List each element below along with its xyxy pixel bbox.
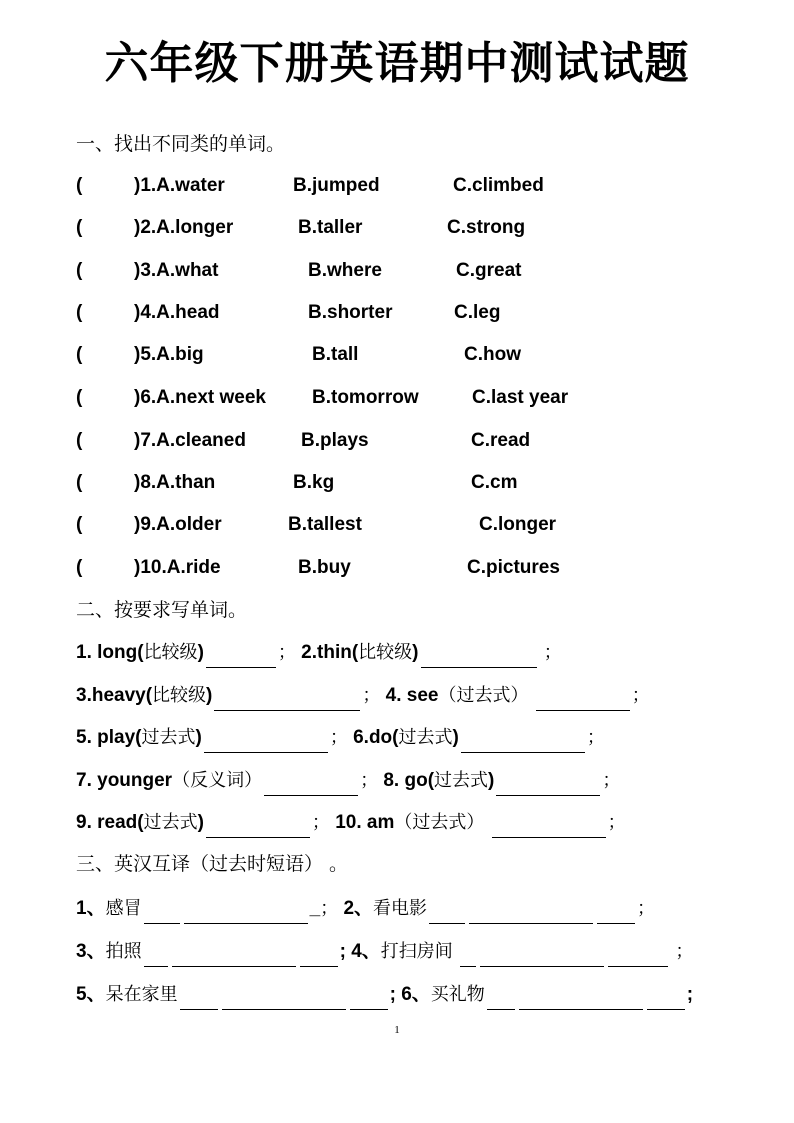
- question-row-6: [76, 385, 736, 411]
- option-c: C.last year: [472, 387, 569, 408]
- separator: ；: [631, 685, 650, 706]
- phrase-prompt: 看电影: [373, 898, 428, 919]
- word-hint: 比较级: [152, 685, 207, 706]
- answer-paren: (: [76, 344, 83, 365]
- phrase-prompt: 感冒: [105, 898, 142, 919]
- translate-row-1: [76, 894, 655, 924]
- option-c: C.cm: [471, 472, 518, 493]
- answer-blank[interactable]: [350, 987, 388, 1010]
- separator: ；: [543, 642, 562, 663]
- section2-heading: 二、按要求写单词。: [76, 599, 248, 621]
- separator: ;: [389, 984, 396, 1005]
- question-row-7: [76, 428, 736, 454]
- word-paren: ): [197, 812, 204, 833]
- word-prompt: 7. younger: [76, 770, 173, 791]
- word-prompt: 1. long(: [76, 642, 144, 663]
- answer-paren: (: [76, 260, 83, 281]
- answer-blank[interactable]: [461, 730, 585, 753]
- separator: ；: [320, 898, 339, 919]
- item-number: 3、: [76, 941, 106, 962]
- phrase-prompt: 呆在家里: [105, 984, 178, 1005]
- option-a: )2.A.longer: [134, 217, 234, 238]
- separator: ；: [607, 812, 626, 833]
- question-row-1: [76, 173, 736, 199]
- answer-paren: (: [76, 302, 83, 323]
- separator: ；: [637, 898, 656, 919]
- answer-blank[interactable]: [184, 901, 308, 924]
- translate-row-3: [76, 980, 693, 1010]
- answer-blank[interactable]: [180, 987, 218, 1010]
- question-row-10: [76, 555, 736, 581]
- answer-paren: (: [76, 387, 83, 408]
- word-paren: ): [195, 727, 202, 748]
- answer-paren: (: [76, 430, 83, 451]
- answer-paren: (: [76, 557, 83, 578]
- word-hint: 过去式: [398, 727, 453, 748]
- underscore: _: [309, 898, 321, 919]
- word-paren: ): [197, 642, 204, 663]
- page-title: 六年级下册英语期中测试试题: [104, 38, 690, 89]
- answer-blank[interactable]: [429, 901, 465, 924]
- separator: ;: [686, 984, 694, 1005]
- word-paren: ): [452, 727, 459, 748]
- answer-blank[interactable]: [487, 987, 515, 1010]
- separator: ;: [339, 941, 346, 962]
- answer-blank[interactable]: [144, 901, 180, 924]
- answer-blank[interactable]: [214, 688, 360, 711]
- word-paren: ): [206, 685, 213, 706]
- phrase-prompt: 拍照: [105, 941, 142, 962]
- fill-row-3: [76, 723, 605, 753]
- option-c: C.pictures: [467, 557, 560, 578]
- word-prompt: 2.thin(: [301, 642, 359, 663]
- option-a: )1.A.water: [134, 175, 225, 196]
- separator: ；: [277, 642, 296, 663]
- word-hint: （过去式）: [438, 685, 529, 706]
- word-prompt: 4. see: [385, 685, 439, 706]
- answer-paren: (: [76, 472, 83, 493]
- phrase-prompt: 打扫房间: [380, 941, 453, 962]
- answer-blank[interactable]: [172, 944, 296, 967]
- word-paren: ): [488, 770, 495, 791]
- option-b: B.plays: [301, 430, 369, 451]
- item-number: 2、: [343, 898, 374, 919]
- answer-blank[interactable]: [222, 987, 346, 1010]
- word-hint: 比较级: [143, 642, 198, 663]
- option-b: B.where: [308, 260, 382, 281]
- phrase-prompt: 买礼物: [430, 984, 485, 1005]
- option-c: C.read: [471, 430, 531, 451]
- separator: ；: [329, 727, 348, 748]
- separator: ；: [586, 727, 605, 748]
- fill-row-1: [76, 638, 562, 668]
- answer-blank[interactable]: [460, 944, 476, 967]
- word-prompt: 6.do(: [353, 727, 399, 748]
- answer-blank[interactable]: [480, 944, 604, 967]
- answer-blank[interactable]: [204, 730, 328, 753]
- option-a: )8.A.than: [134, 472, 216, 493]
- item-number: 1、: [76, 898, 106, 919]
- fill-row-2: [76, 681, 650, 711]
- answer-blank[interactable]: [647, 987, 685, 1010]
- question-row-2: [76, 215, 736, 241]
- option-b: B.taller: [298, 217, 363, 238]
- option-a: )10.A.ride: [134, 557, 221, 578]
- separator: ；: [360, 770, 379, 791]
- word-paren: ): [412, 642, 419, 663]
- word-prompt: 10. am: [335, 812, 395, 833]
- fill-row-5: [76, 808, 626, 838]
- word-hint: 过去式: [143, 812, 198, 833]
- answer-blank[interactable]: [597, 901, 635, 924]
- option-b: B.tall: [312, 344, 359, 365]
- option-b: B.buy: [298, 557, 351, 578]
- answer-blank[interactable]: [264, 773, 358, 796]
- word-hint: 过去式: [141, 727, 196, 748]
- answer-paren: (: [76, 175, 83, 196]
- answer-blank[interactable]: [206, 815, 310, 838]
- separator: ；: [362, 685, 381, 706]
- option-a: )3.A.what: [134, 260, 219, 281]
- option-c: C.how: [464, 344, 521, 365]
- answer-blank[interactable]: [496, 773, 600, 796]
- word-hint: （反义词）: [172, 770, 263, 791]
- option-c: C.strong: [447, 217, 526, 238]
- question-row-9: [76, 512, 736, 538]
- answer-blank[interactable]: [421, 645, 537, 668]
- translate-row-2: [76, 937, 693, 967]
- option-b: B.tomorrow: [312, 387, 419, 408]
- answer-paren: (: [76, 514, 83, 535]
- answer-blank[interactable]: [519, 987, 643, 1010]
- section1-heading: 一、找出不同类的单词。: [76, 133, 286, 155]
- option-b: B.jumped: [293, 175, 380, 196]
- item-number: 5、: [76, 984, 106, 1005]
- separator: ；: [311, 812, 330, 833]
- question-row-3: [76, 258, 736, 284]
- answer-blank[interactable]: [469, 901, 593, 924]
- answer-blank[interactable]: [300, 944, 338, 967]
- question-row-4: [76, 300, 736, 326]
- option-a: )4.A.head: [134, 302, 220, 323]
- option-a: )9.A.older: [134, 514, 222, 535]
- fill-row-4: [76, 766, 620, 796]
- option-b: B.shorter: [308, 302, 393, 323]
- item-number: 4、: [351, 941, 381, 962]
- answer-blank[interactable]: [536, 688, 630, 711]
- answer-blank[interactable]: [608, 944, 668, 967]
- option-c: C.climbed: [453, 175, 544, 196]
- question-row-5: [76, 342, 736, 368]
- answer-blank[interactable]: [492, 815, 606, 838]
- word-hint: 过去式: [434, 770, 489, 791]
- option-a: )5.A.big: [134, 344, 204, 365]
- option-c: C.leg: [454, 302, 501, 323]
- word-hint: 比较级: [358, 642, 413, 663]
- word-prompt: 8. go(: [383, 770, 435, 791]
- option-c: C.great: [456, 260, 522, 281]
- option-b: B.tallest: [288, 514, 362, 535]
- answer-blank[interactable]: [206, 645, 276, 668]
- item-number: 6、: [401, 984, 431, 1005]
- option-c: C.longer: [479, 514, 557, 535]
- option-a: )7.A.cleaned: [134, 430, 246, 451]
- separator: ；: [675, 941, 694, 962]
- separator: ；: [602, 770, 621, 791]
- word-prompt: 5. play(: [76, 727, 142, 748]
- word-hint: （过去式）: [394, 812, 485, 833]
- word-prompt: 9. read(: [76, 812, 144, 833]
- question-row-8: [76, 470, 736, 496]
- word-prompt: 3.heavy(: [76, 685, 153, 706]
- answer-blank[interactable]: [144, 944, 168, 967]
- option-a: )6.A.next week: [134, 387, 266, 408]
- page-number: 1: [394, 1024, 400, 1036]
- answer-paren: (: [76, 217, 83, 238]
- section3-heading: 三、英汉互译（过去时短语） 。: [76, 853, 349, 875]
- option-b: B.kg: [293, 472, 335, 493]
